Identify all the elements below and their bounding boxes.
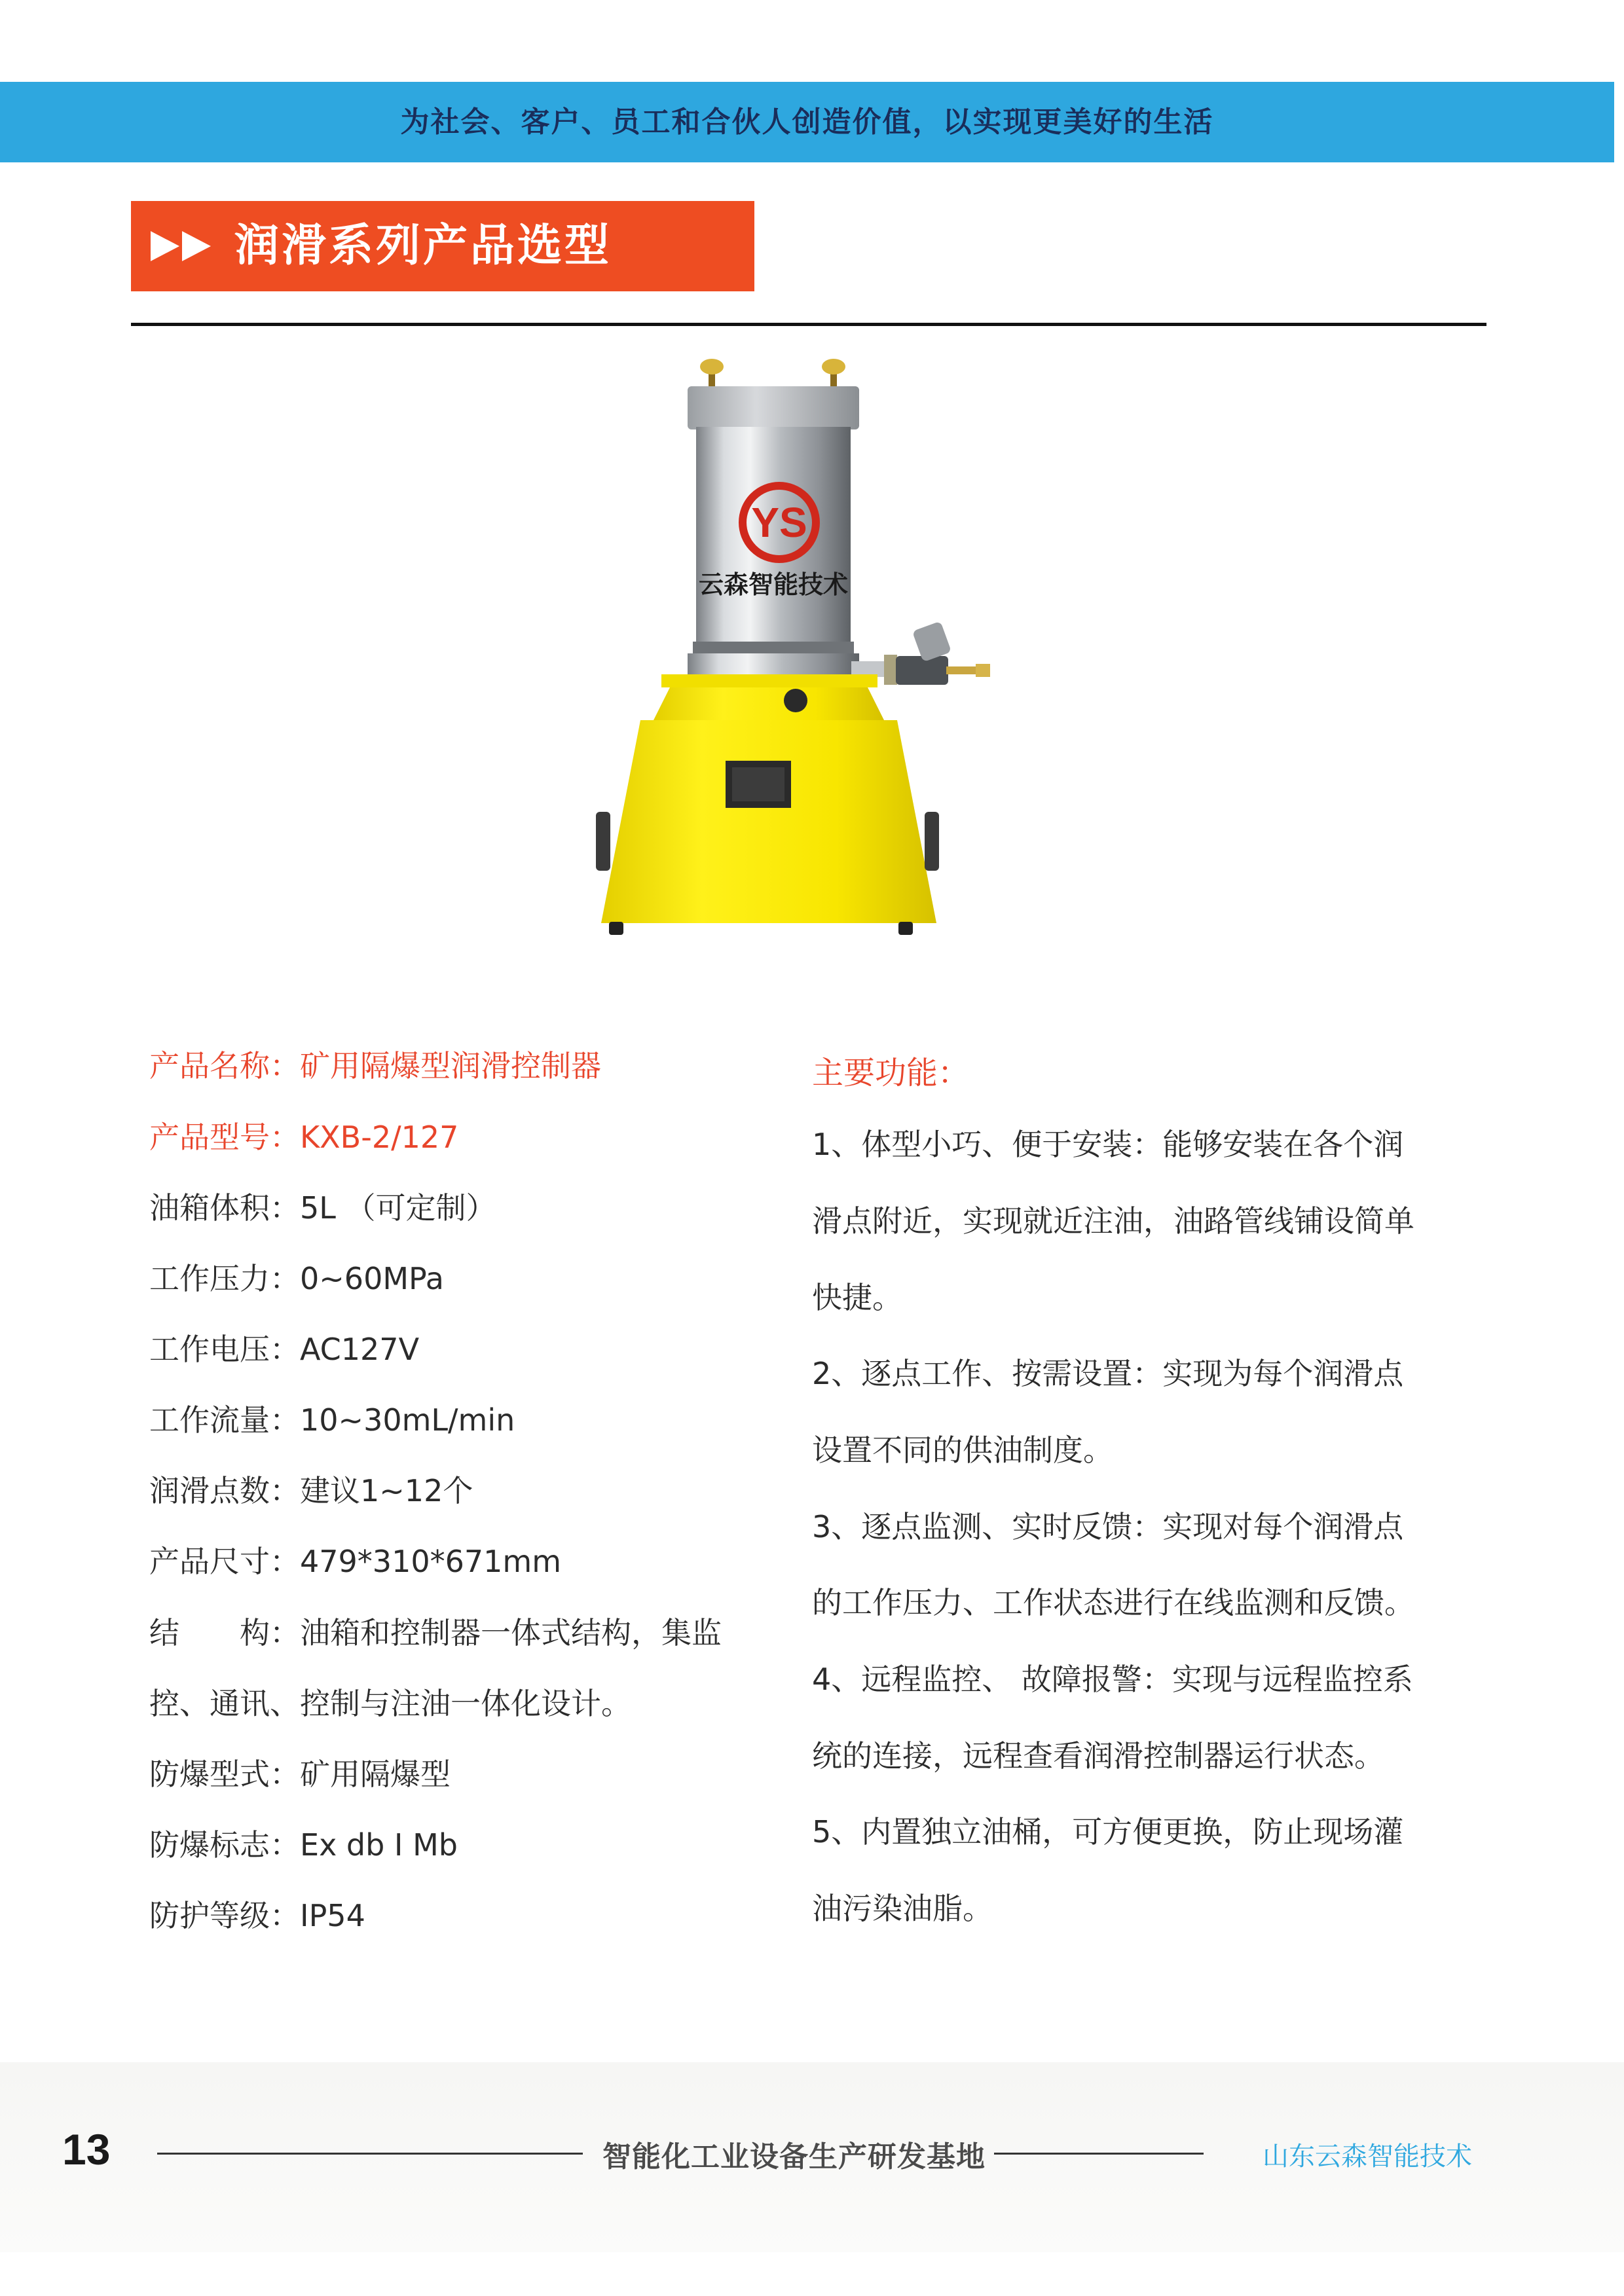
feature-line: 统的连接，远程查看润滑控制器运行状态。 (812, 1738, 1384, 1774)
feature-line: 5、内置独立油桶，可方便更换，防止现场灌 (812, 1814, 1404, 1850)
feature-line: 快捷。 (812, 1280, 902, 1315)
spec-product-name: 产品名称：矿用隔爆型润滑控制器 (149, 1048, 601, 1084)
section-title-banner (131, 201, 754, 291)
logo-mark: YS (751, 499, 807, 546)
double-right-arrow-icon (151, 230, 213, 263)
feature-line: 油污染油脂。 (812, 1891, 993, 1926)
section-title: 润滑系列产品选型 (234, 220, 612, 272)
spec-product-size: 产品尺寸：479*310*671mm (149, 1544, 562, 1579)
footer-rule-left (157, 2153, 583, 2155)
spec-working-flow: 工作流量：10~30mL/min (149, 1402, 515, 1438)
spec-product-model: 产品型号：KXB-2/127 (149, 1120, 459, 1155)
features-heading: 主要功能： (812, 1055, 970, 1091)
spec-explosion-proof-mark: 防爆标志：Ex db I Mb (149, 1827, 458, 1863)
footer-tagline: 智能化工业设备生产研发基地 (602, 2140, 986, 2174)
spec-structure-continuation: 控、通讯、控制与注油一体化设计。 (149, 1686, 631, 1721)
header-slogan: 为社会、客户、员工和合伙人创造价值，以实现更美好的生活 (400, 105, 1214, 139)
spec-working-voltage: 工作电压：AC127V (149, 1332, 420, 1367)
feature-line: 设置不同的供油制度。 (812, 1432, 1113, 1468)
barrel-label: 云森智能技术 (698, 570, 849, 599)
spec-protection-grade: 防护等级：IP54 (149, 1898, 365, 1933)
footer-brand: 山东云森智能技术 (1263, 2141, 1472, 2172)
feature-line: 4、远程监控、 故障报警：实现与远程监控系 (812, 1662, 1413, 1697)
feature-line: 滑点附近，实现就近注油，油路管线铺设简单 (812, 1203, 1414, 1239)
feature-line: 1、体型小巧、便于安装：能够安装在各个润 (812, 1127, 1404, 1162)
section-divider (131, 323, 1486, 326)
feature-line: 的工作压力、工作状态进行在线监测和反馈。 (812, 1585, 1414, 1620)
feature-line: 2、逐点工作、按需设置：实现为每个润滑点 (812, 1356, 1404, 1391)
spec-tank-volume: 油箱体积：5L （可定制） (149, 1190, 496, 1226)
footer-rule-right (994, 2153, 1204, 2155)
spec-lubrication-points: 润滑点数：建议1~12个 (149, 1473, 473, 1508)
spec-explosion-proof-type: 防爆型式：矿用隔爆型 (149, 1757, 451, 1792)
page-number: 13 (62, 2125, 111, 2174)
spec-working-pressure: 工作压力：0~60MPa (149, 1261, 444, 1296)
product-image (589, 354, 1067, 969)
feature-line: 3、逐点监测、实时反馈：实现对每个润滑点 (812, 1509, 1404, 1544)
spec-structure: 结 构：油箱和控制器一体式结构，集监 (149, 1615, 722, 1650)
